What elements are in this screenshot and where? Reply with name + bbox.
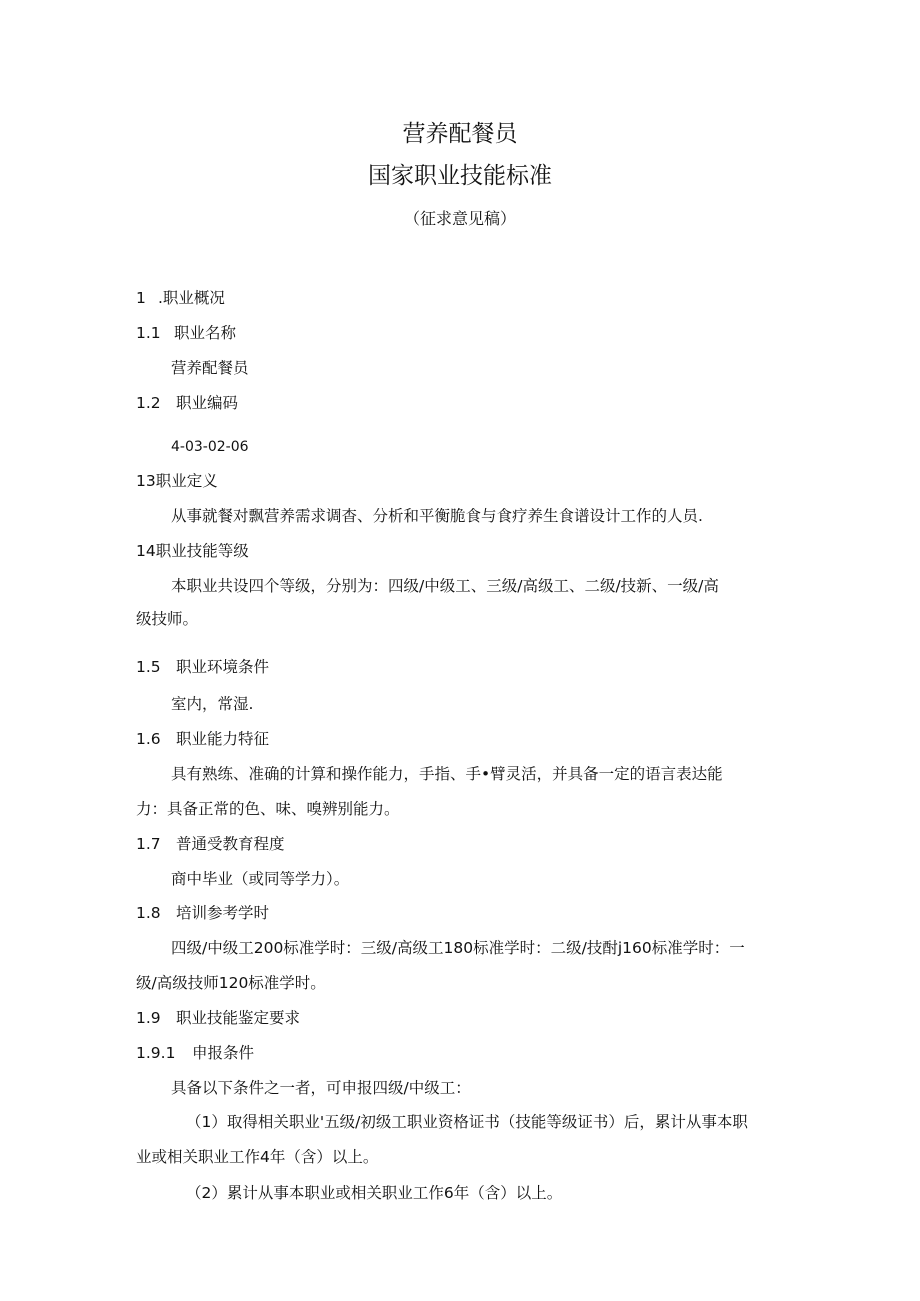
list-item: （1）取得相关职业'五级/初级工职业资格证书（技能等级证书）后，累计从事本职 <box>186 1113 748 1131</box>
body-paragraph-continuation: 级/高级技师120标准学时。 <box>136 974 326 992</box>
document-subtitle: （征求意见稿） <box>403 209 516 228</box>
subsection-heading-text: 职业名称 <box>174 324 237 342</box>
subsection-heading-text: 培训参考学时 <box>176 904 270 922</box>
subsection-heading-text: 普通受教育程度 <box>176 835 285 853</box>
subsection-heading <box>136 392 238 414</box>
subsection-number: 1.6 <box>136 730 161 748</box>
body-paragraph: 商中毕业（或同等学力）。 <box>171 870 350 888</box>
subsection-heading-text: 职业能力特征 <box>176 730 270 748</box>
subsection-heading <box>136 1007 300 1029</box>
subsection-number: 1.2 <box>136 394 161 412</box>
subsection-heading: 14职业技能等级 <box>136 542 249 560</box>
subsection-heading-text: 职业技能鉴定要求 <box>176 1009 301 1027</box>
body-paragraph: 从事就餐对飘营养需求调杳、分析和平衡脆食与食疗养生食谱设计工作的人员. <box>171 507 703 525</box>
section-number: 1 <box>136 289 146 307</box>
list-item: （2）累计从事本职业或相关职业工作6年（含）以上。 <box>186 1184 563 1202</box>
subsection-number: 1.8 <box>136 904 161 922</box>
subsection-heading <box>136 656 269 678</box>
subsection-heading: 13职业定义 <box>136 472 218 490</box>
subsection-heading <box>136 902 269 924</box>
list-item-continuation: 业或相关职业工作4年（含）以上。 <box>136 1148 379 1166</box>
occupation-code: 4-03-02-06 <box>171 439 249 455</box>
subsection-heading <box>136 322 236 344</box>
subsection-heading <box>136 728 269 750</box>
subsection-number: 1.5 <box>136 658 161 676</box>
subsubsection-heading-text: 申报条件 <box>192 1044 255 1062</box>
document-title-line2: 国家职业技能标准 <box>368 163 552 189</box>
body-paragraph-continuation: 力：具备正常的色、味、嗅辨别能力。 <box>136 800 400 818</box>
subsection-heading-text: 职业环境条件 <box>176 658 270 676</box>
subsubsection-number: 1.9.1 <box>136 1044 176 1062</box>
document-title: 营养配餐员 <box>402 121 518 147</box>
body-paragraph: 四级/中级工200标准学时：三级/高级工180标准学时：二级/技酎j160标准学时：一 <box>171 939 745 957</box>
body-paragraph-continuation: 级技师。 <box>136 610 199 628</box>
subsection-heading <box>136 833 285 855</box>
section-heading-text: .职业概况 <box>158 289 225 307</box>
subsection-number: 1.1 <box>136 324 161 342</box>
subsection-number: 1.7 <box>136 835 161 853</box>
subsection-number: 1.9 <box>136 1009 161 1027</box>
subsection-heading-text: 职业编码 <box>176 394 239 412</box>
body-paragraph: 本职业共设四个等级，分别为：四级/中级工、三级/高级工、二级/技新、一级/高 <box>171 577 719 595</box>
subsubsection-heading <box>136 1042 254 1064</box>
body-paragraph: 具备以下条件之一者，可申报四级/中级工： <box>171 1079 471 1097</box>
section-heading <box>136 287 225 309</box>
body-paragraph: 具有熟练、准确的计算和操作能力，手指、手•臂灵活，并具备一定的语言表达能 <box>171 765 723 783</box>
body-paragraph: 营养配餐员 <box>171 359 249 377</box>
body-paragraph: 室内，常湿. <box>171 695 254 713</box>
